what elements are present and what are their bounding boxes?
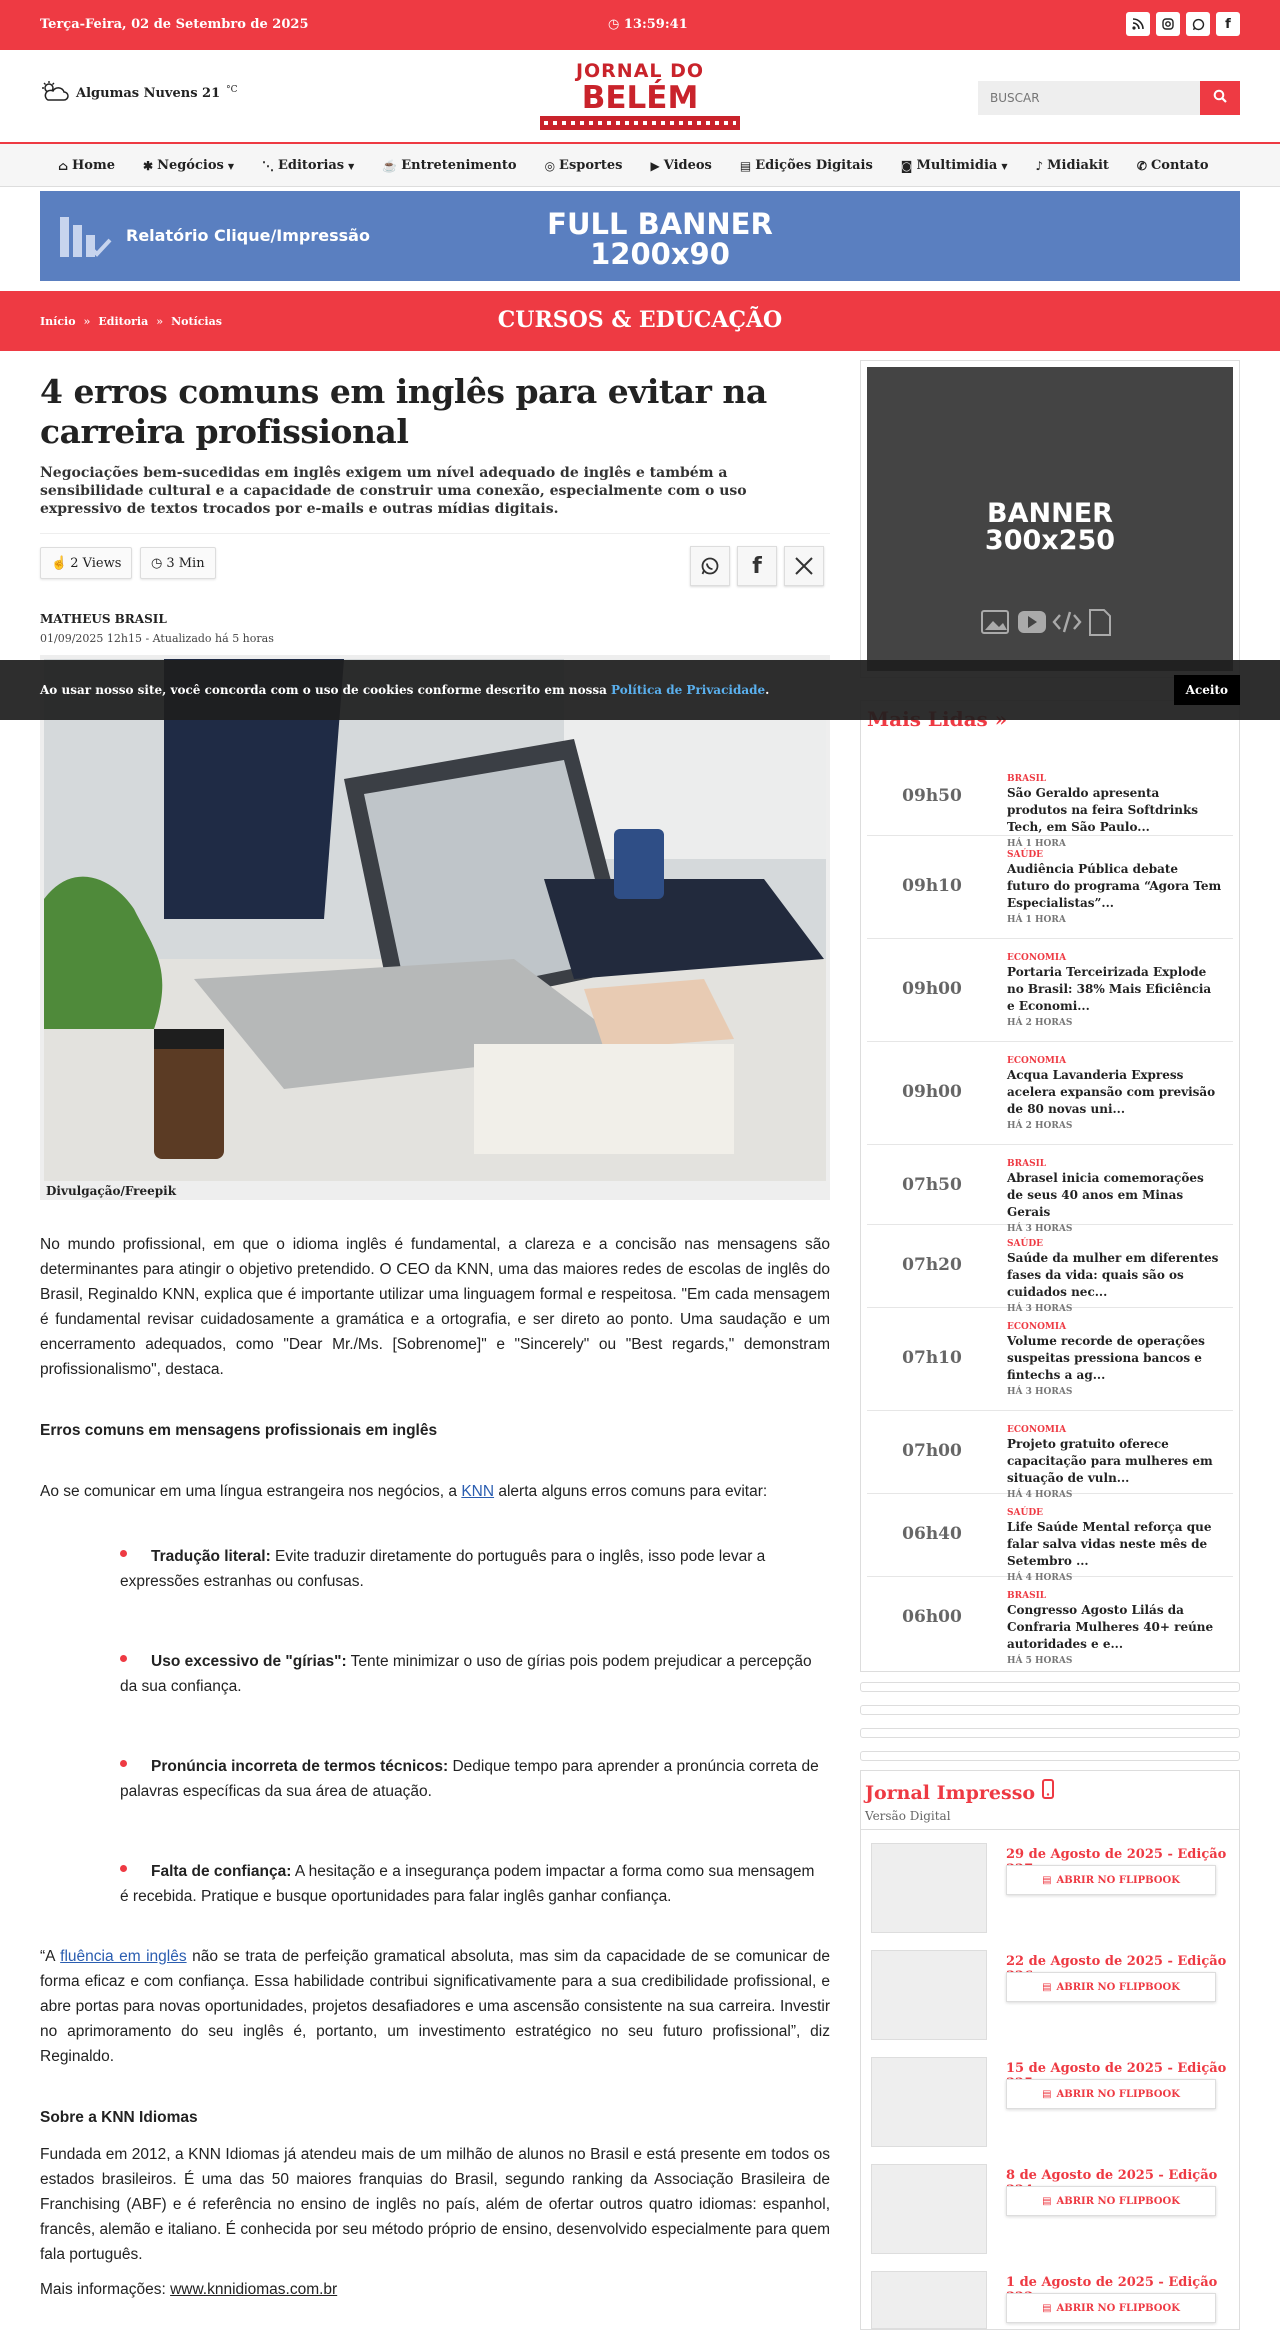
whatsapp-icon (700, 556, 720, 576)
clock-icon: ◷ (151, 555, 163, 571)
file-icon: ▤ (1042, 2195, 1052, 2207)
search-input[interactable] (978, 81, 1200, 115)
edition-item (871, 1843, 1231, 1943)
flipbook-button[interactable]: ▤ ABRIR NO FLIPBOOK (1006, 2293, 1216, 2323)
flipbook-button[interactable]: ▤ ABRIR NO FLIPBOOK (1006, 1972, 1216, 2002)
time-text: 13:59:41 (623, 17, 688, 32)
nav-item-multimidia[interactable]: ◙ Multimidia ▼ (900, 158, 1008, 173)
article-body (40, 1232, 830, 2302)
cloud-sun-icon (40, 80, 70, 106)
chevron-right-icon: » (156, 315, 164, 328)
edition-thumbnail[interactable] (871, 2164, 987, 2254)
edition-thumbnail[interactable] (871, 2271, 987, 2329)
list-item[interactable]: 06h00 BRASIL Congresso Agosto Lilás da Confraria Mulheres 40+ reúne autoridades e e... HÁ 5 HORAS (902, 1591, 1214, 1666)
nav-item-contato[interactable]: ✆ Contato (1136, 158, 1209, 173)
privacy-policy-link[interactable]: Política de Privacidade (611, 683, 766, 697)
empty-widget (860, 1705, 1240, 1715)
banner-label: Relatório Clique/Impressão (126, 226, 370, 245)
share-x-button[interactable] (784, 546, 824, 586)
top-bar (0, 0, 1280, 50)
nav-item-videos[interactable]: ▶ Videos (650, 158, 712, 173)
knn-site-link[interactable]: www.knnidiomas.com.br (170, 2281, 338, 2298)
paragraph: Fundada em 2012, a KNN Idiomas já atendeu mais de um milhão de alunos no Brasil e está presente em todos os estados brasileiros. É uma das 50 maiores franquias do Brasil, segundo ranking da Associação Brasileira de Franchising (ABF) e é referência no ensino de inglês no país, além de ofertar outros quatro idiomas: espanhol, francês, alemão e italiano. É conhecida por seu método próprio de ensino, desenvolvido especialmente para quem fala português. (40, 2146, 830, 2263)
flipbook-button[interactable]: ▤ ABRIR NO FLIPBOOK (1006, 2186, 1216, 2216)
search-form (978, 81, 1240, 115)
nav-item-midiakit[interactable]: ♪ Midiakit (1035, 158, 1109, 173)
home-icon: ⌂ (58, 158, 69, 173)
sidebar-banner-ad[interactable] (860, 360, 1240, 678)
nav-item-negocios[interactable]: ✱ Negócios ▼ (143, 158, 234, 173)
jornal-impresso-widget (860, 1770, 1240, 2330)
file-icon: ▤ (1042, 1981, 1052, 1993)
breadcrumb (40, 315, 222, 328)
paragraph: Ao se comunicar em uma língua estrangeira nos negócios, a KNN alerta alguns erros comuns para evitar: (40, 1483, 768, 1500)
edition-thumbnail[interactable] (871, 1843, 987, 1933)
caret-down-icon: ▼ (1001, 160, 1008, 171)
edition-item (871, 2271, 1231, 2329)
search-button[interactable] (1200, 81, 1240, 115)
views-counter: ☝ 2 Views (40, 547, 132, 579)
nav-item-entretenimento[interactable]: ☕ Entretenimento (382, 158, 517, 173)
edition-item (871, 2057, 1231, 2157)
whatsapp-icon[interactable] (1186, 12, 1210, 36)
caret-down-icon: ▼ (348, 160, 355, 171)
x-icon (794, 556, 814, 576)
rss-icon: ⋱ (261, 158, 274, 173)
list-item: Tradução literal: Evite traduzir diretamente do português para o inglês, isso pode levar a expressões estranhas ou confusas. (120, 1548, 766, 1590)
list-item: Uso excessivo de "gírias": Tente minimizar o uso de gírias pois podem prejudicar a percepção da sua confiança. (120, 1653, 812, 1695)
list-item[interactable]: 07h50 BRASIL Abrasel inicia comemorações de seus 40 anos em Minas Gerais HÁ 3 HORAS (867, 1145, 1233, 1225)
facebook-icon: f (752, 553, 762, 579)
nav-item-edicoes[interactable]: ▤ Edições Digitais (739, 158, 873, 173)
list-item[interactable]: 07h00 ECONOMIA Projeto gratuito oferece capacitação para mulheres em situação de vuln... HÁ 4 HORAS (867, 1411, 1233, 1494)
coffee-icon: ☕ (382, 158, 398, 173)
edition-title[interactable]: 1 de Agosto de 2025 - Edição (1006, 2275, 1218, 2290)
play-icon: ▶ (650, 158, 660, 173)
current-date: Terça-Feira, 02 de Setembro de 2025 (40, 17, 309, 32)
gear-icon: ✱ (143, 158, 154, 173)
thumbs-up-icon: ☝ (51, 555, 68, 571)
bullet-icon (120, 1550, 127, 1557)
photo-caption: Divulgação/Freepik (46, 1184, 177, 1198)
clock-icon: ◷ (608, 17, 620, 32)
media-icons (867, 607, 1233, 643)
list-item[interactable]: 07h20 SAÚDE Saúde da mulher em diferentes fases da vida: quais são os cuidados nec... HÁ 3 HORAS (867, 1225, 1233, 1308)
empty-widget (860, 1728, 1240, 1738)
list-item[interactable]: 09h50 BRASIL São Geraldo apresenta produtos na feira Softdrinks Tech, em São Paulo... HÁ 1 HORA (867, 756, 1233, 836)
subheading: Erros comuns em mensagens profissionais em inglês (40, 1422, 438, 1439)
nav-item-esportes[interactable]: ◎ Esportes (544, 158, 623, 173)
breadcrumb-noticias[interactable]: Notícias (171, 315, 222, 328)
weather-text: Algumas Nuvens 21 (76, 85, 221, 101)
weather-widget (40, 80, 238, 106)
search-icon (1213, 89, 1227, 103)
logo-line2: BELÉM (581, 80, 699, 116)
article-date: 01/09/2025 12h15 - Atualizado há 5 horas (40, 632, 274, 645)
bullet-icon (120, 1655, 127, 1662)
list-item[interactable]: 07h10 ECONOMIA Volume recorde de operações suspeitas pressiona bancos e fintechs a ag... HÁ 3 HORAS (867, 1308, 1233, 1411)
fluencia-link[interactable]: fluência em inglês (60, 1948, 187, 1965)
ball-icon: ◎ (544, 158, 556, 173)
mobile-icon (1042, 1782, 1054, 1804)
jornal-subtitle: Versão Digital (865, 1809, 951, 1823)
section-title: CURSOS & EDUCAÇÃO (497, 307, 783, 333)
site-header (0, 50, 1280, 144)
caret-down-icon: ▼ (227, 160, 234, 171)
edition-title[interactable]: 8 de Agosto de 2025 - Edição (1006, 2168, 1218, 2183)
current-time (608, 17, 688, 32)
list-item[interactable]: 09h10 SAÚDE Audiência Pública debate futuro do programa “Agora Tem Especialistas”... HÁ 1 HORA (867, 836, 1233, 939)
site-logo[interactable] (540, 60, 740, 134)
subheading: Sobre a KNN Idiomas (40, 2109, 198, 2126)
breadcrumb-inicio[interactable]: Início (40, 315, 76, 328)
list-item: Falta de confiança: A hesitação e a insegurança podem impactar a forma como sua mensagem é recebida. Pratique e busque oportunidades para falar inglês ganhar confiança. (120, 1863, 815, 1905)
weather-unit: °C (226, 85, 238, 95)
social-links (1126, 12, 1240, 36)
cookie-text: Ao usar nosso site, você concorda com o uso de cookies conforme descrito em nossa Política de Privacidade. (40, 683, 770, 697)
empty-widget (860, 1682, 1240, 1692)
edition-thumbnail[interactable] (871, 1950, 987, 2040)
more-info: Mais informações: www.knnidiomas.com.br (40, 2281, 338, 2298)
article-meta-bar (40, 533, 830, 603)
instagram-icon[interactable] (1156, 12, 1180, 36)
main-nav (0, 144, 1280, 187)
edition-title[interactable]: 29 de Agosto de 2025 - Edição (1006, 1847, 1227, 1862)
error-list (40, 1544, 830, 1909)
file-icon: ▤ (1042, 2088, 1052, 2100)
chevron-right-icon: » (83, 315, 91, 328)
bullet-icon (120, 1865, 127, 1872)
office-laptop-image (44, 659, 826, 1181)
banner-title: FULL BANNER 1200x90 (547, 207, 773, 271)
list-item[interactable]: 09h00 ECONOMIA Portaria Terceirizada Explode no Brasil: 38% Mais Eficiência e Economi... HÁ 2 HORAS (867, 939, 1233, 1042)
ad-title: BANNER 300x250 (984, 498, 1116, 556)
read-time: ◷ 3 Min (140, 547, 216, 579)
bullet-icon (120, 1760, 127, 1767)
knn-link[interactable]: KNN (461, 1483, 495, 1500)
file-icon: ▤ (739, 158, 752, 173)
edition-item (871, 2164, 1231, 2264)
empty-widget (860, 1751, 1240, 1761)
file-icon: ▤ (1042, 2302, 1052, 2314)
list-item: Pronúncia incorreta de termos técnicos: Dedique tempo para aprender a pronúncia correta de palavras específicas da sua área de atuação. (120, 1758, 819, 1800)
logo-line1: JORNAL DO (575, 60, 705, 82)
article-header (40, 372, 830, 518)
edition-title[interactable]: 15 de Agosto de 2025 - Edição (1006, 2061, 1227, 2076)
file-icon: ▤ (1042, 1874, 1052, 1886)
report-chart-icon (60, 215, 112, 259)
article-lead: Negociações bem-sucedidas em inglês exigem um nível adequado de inglês e também a sensibilidade cultural e a capacidade de construir uma conexão, especialmente com o uso expressivo de textos trocados por e-mails e outras mídias digitais. (40, 465, 747, 517)
nav-item-home[interactable]: ⌂ Home (58, 158, 115, 173)
list-item[interactable]: 06h40 SAÚDE Life Saúde Mental reforça que falar salva vidas neste mês de Setembro ... HÁ 4 HORAS (867, 1494, 1233, 1577)
article-title: 4 erros comuns em inglês para evitar na carreira profissional (40, 372, 767, 451)
article-photo (40, 655, 830, 1200)
accept-cookies-button[interactable]: Aceito (1174, 675, 1240, 705)
list-item[interactable]: 09h00 ECONOMIA Acqua Lavanderia Express acelera expansão com previsão de 80 novas uni... HÁ 2 HORAS (867, 1042, 1233, 1145)
article-author[interactable]: MATHEUS BRASIL (40, 612, 167, 626)
cookie-banner (0, 660, 1280, 720)
share-facebook-button[interactable] (737, 546, 777, 586)
share-whatsapp-button[interactable] (690, 546, 730, 586)
breadcrumb-editoria[interactable]: Editoria (98, 315, 149, 328)
logo-film-strip (540, 116, 740, 130)
facebook-icon[interactable]: f (1216, 12, 1240, 36)
bell-icon: ♪ (1035, 158, 1044, 173)
phone-icon: ✆ (1136, 158, 1147, 173)
edition-thumbnail[interactable] (871, 2057, 987, 2147)
flipbook-button[interactable]: ▤ ABRIR NO FLIPBOOK (1006, 1865, 1216, 1895)
edition-item (871, 1950, 1231, 2050)
camera-icon: ◙ (900, 158, 913, 173)
edition-title[interactable]: 22 de Agosto de 2025 - Edição (1006, 1954, 1227, 1969)
rss-icon[interactable] (1126, 12, 1150, 36)
nav-item-editorias[interactable]: ⋱ Editorias ▼ (261, 158, 355, 173)
full-banner-ad[interactable] (40, 191, 1240, 281)
paragraph: No mundo profissional, em que o idioma inglês é fundamental, a clareza e a concisão nas mensagens são determinantes para atingir o objetivo pretendido. O CEO da KNN, uma das maiores redes de escolas de inglês do Brasil, Reginaldo KNN, explica que é importante utilizar uma linguagem formal e respeitosa. "Em cada mensagem é fundamental revisar cuidadosamente a gramática e a ortografia, e ser direto ao ponto. Uma saudação e um encerramento adequados, como "Dear Mr./Ms. [Sobrenome]" e "Sincerely" ou "Best regards," demonstram profissionalismo", destaca. (40, 1236, 830, 1378)
mais-lidas-widget (860, 700, 1240, 1672)
flipbook-button[interactable]: ▤ ABRIR NO FLIPBOOK (1006, 2079, 1216, 2109)
quote-paragraph: “A fluência em inglês não se trata de perfeição gramatical absoluta, mas sim da capacidade de se comunicar de forma eficaz e com confiança. Essa habilidade contribui significativamente para a sua credibilidade profissional, e abre portas para novas oportunidades, projetos desafiadores e uma ascensão consistente na sua carreira. Investir no aprimoramento do seu inglês é, portanto, um investimento estratégico no seu futuro profissional”, diz Reginaldo. (40, 1948, 830, 2065)
section-header (0, 291, 1280, 351)
jornal-title: Jornal Impresso (865, 1779, 1054, 1804)
